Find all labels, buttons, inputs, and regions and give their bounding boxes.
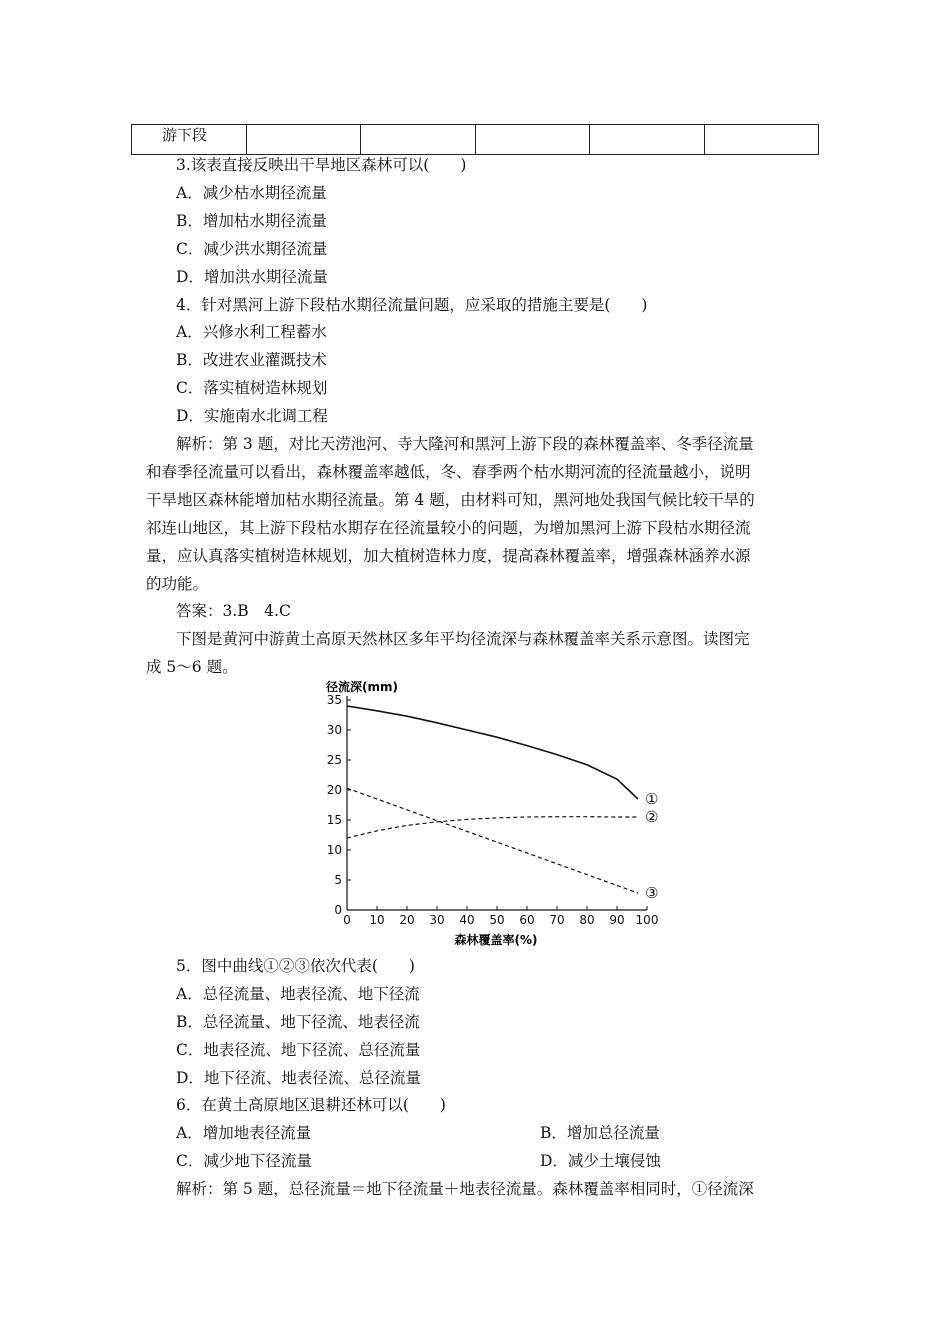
analysis-line: 解析：第 3 题，对比天涝池河、寺大隆河和黑河上游下段的森林覆盖率、冬季径流量 bbox=[176, 435, 754, 453]
table-cell bbox=[475, 125, 589, 155]
chart-x-tick-label: 20 bbox=[399, 913, 415, 927]
table-row bbox=[132, 125, 819, 155]
question-4-option-b: B．改进农业灌溉技术 bbox=[176, 351, 327, 369]
chart-y-tick-label: 15 bbox=[326, 813, 342, 827]
chart-y-tick-label: 10 bbox=[326, 843, 342, 857]
analysis-line: 祁连山地区，其上游下段枯水期存在径流量较小的问题，为增加黑河上游下段枯水期径流 bbox=[146, 519, 751, 537]
question-6-option-d: D．减少土壤侵蚀 bbox=[540, 1152, 661, 1170]
intro-line: 成 5～6 题。 bbox=[146, 658, 238, 676]
question-5-option-d: D．地下径流、地表径流、总径流量 bbox=[176, 1069, 421, 1087]
analysis-line: 解析：第 5 题，总径流量＝地下径流量＋地表径流量。森林覆盖率相同时，①径流深 bbox=[176, 1180, 754, 1198]
chart-series-label: ② bbox=[645, 808, 659, 826]
question-5-option-b: B．总径流量、地下径流、地表径流 bbox=[176, 1013, 420, 1031]
chart-series-label: ③ bbox=[645, 884, 659, 903]
table-cell bbox=[704, 125, 818, 155]
question-4-option-d: D．实施南水北调工程 bbox=[176, 407, 328, 425]
table-cell-row-label: 游下段 bbox=[132, 125, 247, 155]
chart-y-tick-label: 5 bbox=[334, 873, 342, 887]
chart-y-tick-label: 35 bbox=[326, 693, 342, 707]
chart-x-tick-label: 100 bbox=[635, 913, 659, 927]
chart-series-label: ① bbox=[645, 790, 659, 808]
question-6-stem: 6．在黄土高原地区退耕还林可以( ) bbox=[176, 1096, 446, 1114]
question-6-option-b: B．增加总径流量 bbox=[540, 1124, 660, 1142]
table-cell bbox=[361, 125, 475, 155]
chart-x-tick-label: 0 bbox=[343, 913, 351, 927]
chart-x-tick-label: 60 bbox=[519, 913, 535, 927]
question-4-stem: 4．针对黑河上游下段枯水期径流量问题，应采取的措施主要是( ) bbox=[176, 296, 648, 314]
chart-series-line bbox=[347, 706, 638, 799]
chart-x-tick-label: 80 bbox=[579, 913, 595, 927]
chart-y-tick-label: 20 bbox=[326, 783, 342, 797]
analysis-line: 和春季径流量可以看出，森林覆盖率越低，冬、春季两个枯水期河流的径流量越小，说明 bbox=[146, 463, 751, 481]
question-3-stem: 3.该表直接反映出干旱地区森林可以( ) bbox=[176, 156, 467, 174]
intro-line: 下图是黄河中游黄土高原天然林区多年平均径流深与森林覆盖率关系示意图。读图完 bbox=[176, 630, 750, 648]
table-cell bbox=[247, 125, 361, 155]
question-4-option-a: A．兴修水利工程蓄水 bbox=[176, 323, 327, 341]
table-cell bbox=[590, 125, 704, 155]
question-5-stem: 5．图中曲线①②③依次代表( ) bbox=[176, 957, 415, 975]
analysis-line: 干旱地区森林能增加枯水期径流量。第 4 题，由材料可知，黑河地处我国气候比较干旱的 bbox=[146, 491, 755, 509]
question-4-option-c: C．落实植树造林规划 bbox=[176, 379, 328, 397]
question-3-option-b: B．增加枯水期径流量 bbox=[176, 212, 327, 230]
chart-series-group bbox=[347, 706, 658, 902]
chart-x-tick-label: 40 bbox=[459, 913, 475, 927]
chart-x-tick-label: 50 bbox=[489, 913, 505, 927]
chart-x-tick-label: 70 bbox=[549, 913, 565, 927]
analysis-line: 的功能。 bbox=[146, 575, 209, 593]
question-5-option-c: C．地表径流、地下径流、总径流量 bbox=[176, 1041, 421, 1059]
chart-x-tick-label: 90 bbox=[609, 913, 625, 927]
chart-x-tick-label: 10 bbox=[369, 913, 385, 927]
table-fragment bbox=[131, 124, 819, 155]
chart-axes bbox=[327, 693, 659, 927]
question-3-option-d: D．增加洪水期径流量 bbox=[176, 268, 328, 286]
question-6-option-a: A．增加地表径流量 bbox=[176, 1124, 312, 1142]
question-3-option-a: A．减少枯水期径流量 bbox=[176, 184, 327, 202]
answer-line: 答案：3.B 4.C bbox=[176, 602, 291, 620]
runoff-chart bbox=[300, 680, 680, 950]
chart-y-tick-label: 25 bbox=[326, 753, 342, 767]
chart-x-tick-label: 30 bbox=[429, 913, 445, 927]
chart-series-line bbox=[347, 817, 638, 838]
question-6-option-c: C．减少地下径流量 bbox=[176, 1152, 312, 1170]
question-5-option-a: A．总径流量、地表径流、地下径流 bbox=[176, 985, 420, 1003]
analysis-line: 量，应认真落实植树造林规划，加大植树造林力度，提高森林覆盖率，增强森林涵养水源 bbox=[146, 547, 751, 565]
chart-series-line bbox=[347, 788, 638, 893]
chart-x-axis-label: 森林覆盖率(%) bbox=[454, 933, 538, 947]
chart-y-axis-label: 径流深(mm) bbox=[326, 680, 398, 694]
chart-y-tick-label: 30 bbox=[326, 723, 342, 737]
chart-y-tick-label: 0 bbox=[334, 903, 342, 917]
question-3-option-c: C．减少洪水期径流量 bbox=[176, 240, 328, 258]
